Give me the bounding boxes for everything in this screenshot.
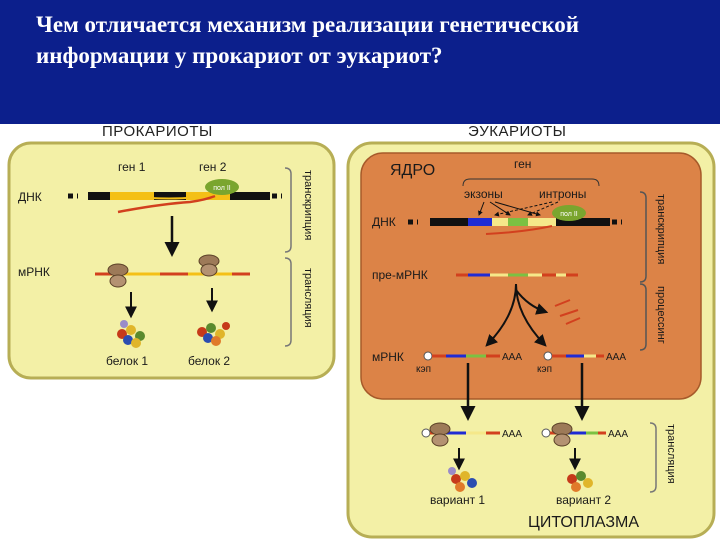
euk-transcription-label: транскрипция — [655, 194, 667, 265]
prok-polymerase-label: пол II — [213, 185, 231, 192]
prok-gene1-label: ген 1 — [118, 160, 146, 174]
euk-polya-1: AAA — [502, 352, 523, 363]
prok-gene2-label: ген 2 — [199, 160, 227, 174]
euk-translation-label: трансляция — [665, 424, 677, 484]
prok-mrna-label: мРНК — [18, 265, 50, 279]
prok-ribosome-2 — [199, 255, 219, 276]
euk-mrna-label: мРНК — [372, 350, 404, 364]
euk-cap-1: кэп — [416, 364, 432, 375]
prok-dna-label: ДНК — [18, 190, 42, 204]
prok-translation-label: трансляция — [302, 268, 314, 328]
euk-cyto-polya-2: AAA — [608, 429, 629, 440]
euk-processing-label: процессинг — [655, 286, 667, 344]
prokaryotes-title: ПРОКАРИОТЫ — [102, 124, 213, 140]
eukaryotes-title: ЭУКАРИОТЫ — [468, 124, 567, 140]
euk-dna-strand — [408, 218, 622, 226]
euk-cyto-polya-1: AAA — [502, 429, 523, 440]
nucleus-label: ЯДРО — [390, 162, 436, 179]
prok-transcription-label: транскрипция — [302, 170, 314, 241]
euk-variant1-label: вариант 1 — [430, 493, 486, 507]
euk-pre-mrna-label: пре-мРНК — [372, 268, 428, 282]
euk-exons-label: экзоны — [464, 187, 503, 201]
euk-variant2-label: вариант 2 — [556, 493, 612, 507]
cytoplasm-label: ЦИТОПЛАЗМА — [528, 514, 639, 531]
gene-expression-diagram — [0, 124, 720, 540]
euk-polya-2: AAA — [606, 352, 627, 363]
euk-cap-2: кэп — [537, 364, 553, 375]
prokaryote-cell — [9, 143, 334, 378]
slide-title: Чем отличается механизм реализации генетической информации у прокариот от эукариот? — [36, 12, 580, 68]
euk-gene-label: ген — [514, 157, 532, 171]
euk-dna-label: ДНК — [372, 215, 396, 229]
prok-protein1-label: белок 1 — [106, 354, 149, 368]
euk-introns-label: интроны — [539, 187, 587, 201]
prok-protein2-label: белок 2 — [188, 354, 231, 368]
title-banner — [0, 0, 720, 124]
euk-polymerase-label: пол II — [560, 211, 578, 218]
